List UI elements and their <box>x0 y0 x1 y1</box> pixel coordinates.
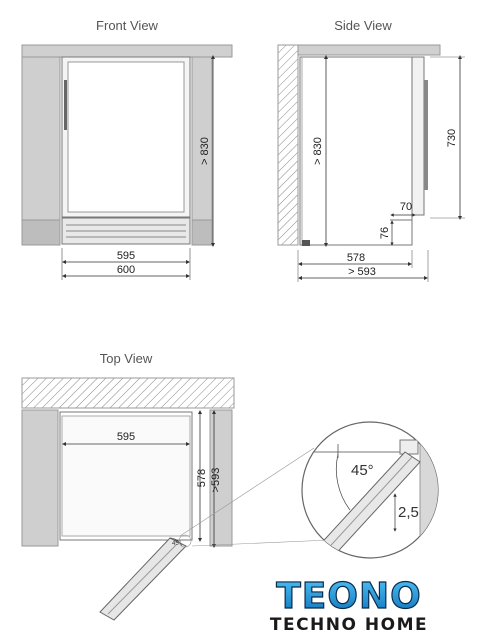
detail-gap: 2,5 <box>398 504 419 521</box>
dim-inner-width: 595 <box>116 250 136 262</box>
dim-top-width: 595 <box>116 431 136 443</box>
dim-side-depth: 578 <box>346 252 366 264</box>
dim-outer-width: 600 <box>116 264 136 276</box>
door-handle <box>64 80 67 130</box>
detail-magnifier <box>300 415 460 565</box>
dim-side-height: 730 <box>446 128 458 148</box>
logo-tagline: TECHNO HOME <box>269 615 429 635</box>
front-view <box>22 18 232 280</box>
front-view-title: Front View <box>96 18 158 33</box>
detail-angle: 45° <box>351 462 374 479</box>
dim-plinth-height: 76 <box>379 226 391 240</box>
teono-logo <box>270 576 428 635</box>
small-angle-label: 45° <box>172 541 182 547</box>
side-handle <box>424 80 428 190</box>
side-countertop <box>298 45 440 55</box>
side-view-title: Side View <box>334 18 392 33</box>
top-wall <box>22 378 234 408</box>
side-view <box>278 18 465 282</box>
dim-top-depth: 578 <box>196 468 208 488</box>
top-view-title: Top View <box>99 351 153 366</box>
dim-side-min-height: > 830 <box>312 137 324 165</box>
side-door <box>412 57 424 215</box>
open-door <box>100 538 186 620</box>
countertop <box>22 45 232 57</box>
door-glass <box>68 62 184 212</box>
left-plinth <box>22 220 60 245</box>
dim-side-min-depth: > 593 <box>348 266 376 278</box>
logo-brand: TEONO <box>276 576 422 617</box>
top-left-cabinet <box>22 410 58 546</box>
right-plinth <box>192 220 212 245</box>
dim-front-height: > 830 <box>199 137 211 165</box>
dim-plinth-depth: 70 <box>399 201 413 213</box>
rear-wall <box>278 45 298 245</box>
left-cabinet <box>22 57 60 245</box>
dim-top-min-depth: >593 <box>210 467 222 493</box>
